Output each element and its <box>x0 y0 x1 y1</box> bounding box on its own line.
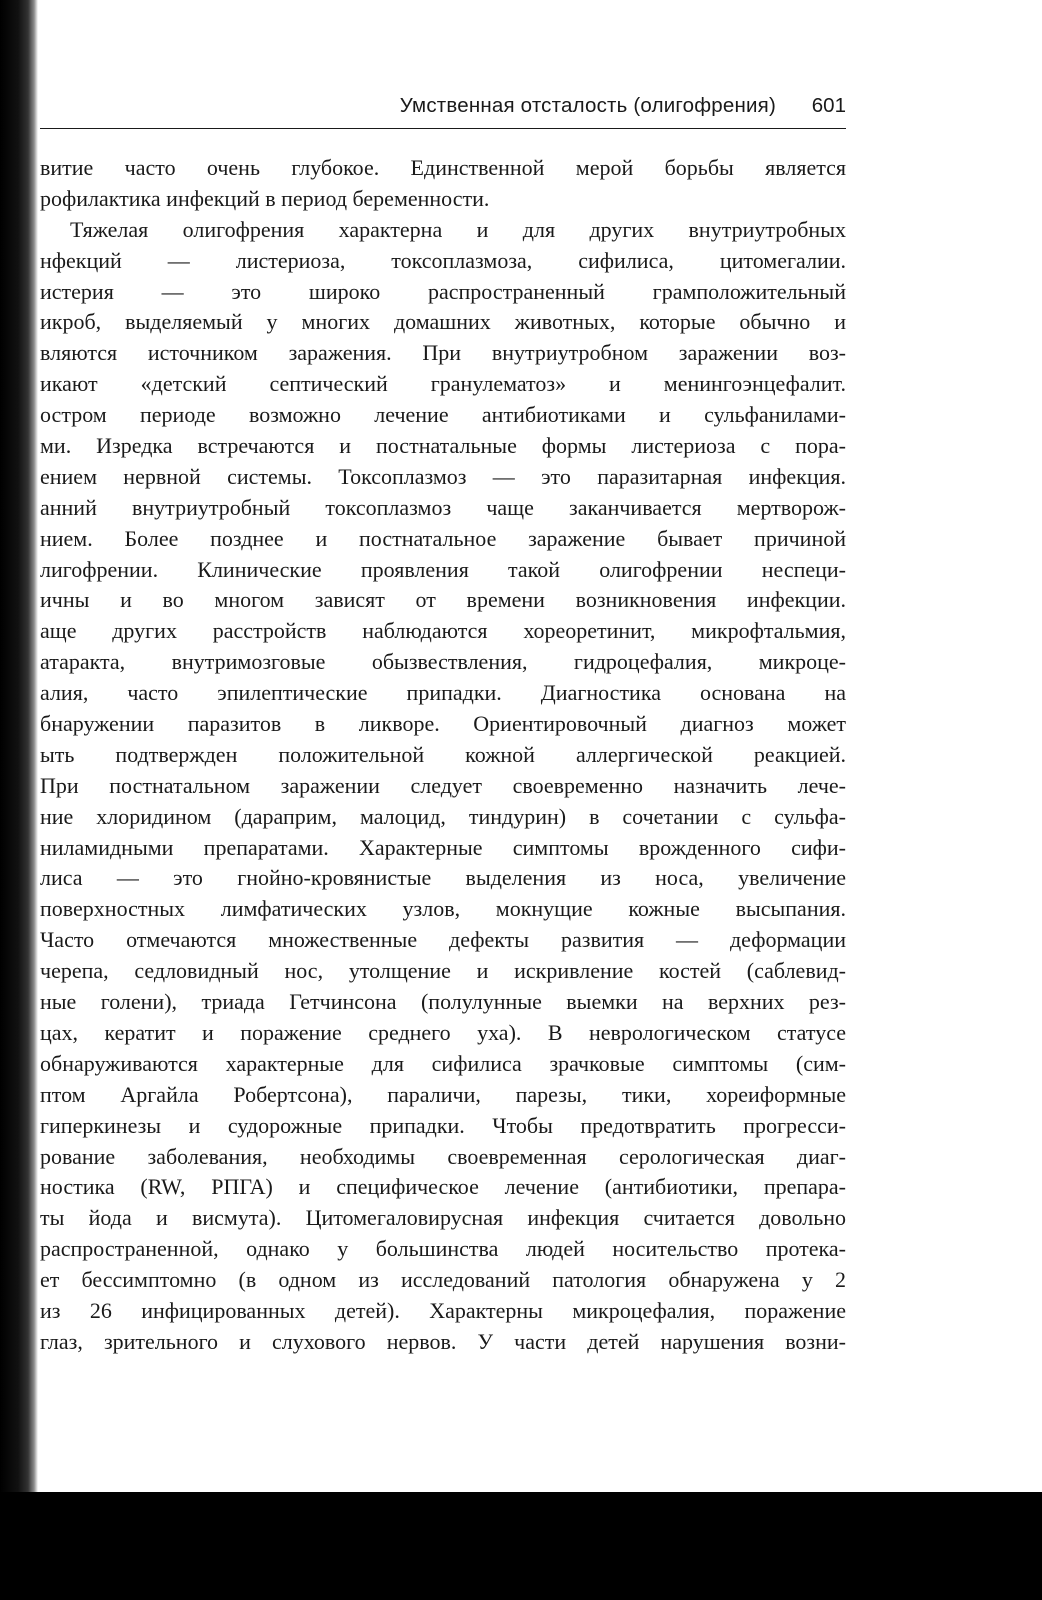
page-header <box>40 92 846 129</box>
text-line: ные голени), триада Гетчинсона (полулунные выемки на верхних рез- <box>40 989 846 1015</box>
text-line: распространенной, однако у большинства людей носительство протека- <box>40 1236 846 1262</box>
text-line: лигофрении. Клинические проявления такой олигофрении неспеци- <box>40 556 846 582</box>
text-line: атаракта, внутримозговые обызвествления, гидроцефалия, микроце- <box>40 649 846 675</box>
text-line: При постнатальном заражении следует своевременно назначить лече- <box>40 772 846 798</box>
text-line: ми. Изредка встречаются и постнатальные формы листериоза с пора- <box>40 433 846 459</box>
scan-binding-shadow <box>0 0 38 1600</box>
text-line: из 26 инфицированных детей). Характерны микроцефалия, поражение <box>40 1297 846 1323</box>
text-line: икроб, выделяемый у многих домашних животных, которые обычно и <box>40 309 846 335</box>
text-line: гиперкинезы и судорожные припадки. Чтобы предотвратить прогресси- <box>40 1112 846 1138</box>
page-number: 601 <box>811 94 846 117</box>
text-line: ет бессимптомно (в одном из исследований патология обнаружена у 2 <box>40 1267 846 1293</box>
text-line: нфекций — листериоза, токсоплазмоза, сифилиса, цитомегалии. <box>40 247 846 273</box>
text-line: обнаруживаются характерные для сифилиса зрачковые симптомы (сим- <box>40 1050 846 1076</box>
text-line: икают «детский септический гранулематоз» и менингоэнцефалит. <box>40 371 846 397</box>
text-line: ние хлоридином (дараприм, малоцид, тиндурин) в сочетании с сульфа- <box>40 803 846 829</box>
text-line: истерия — это широко распространенный грамположительный <box>40 278 846 304</box>
text-line: цах, кератит и поражение среднего уха). В неврологическом статусе <box>40 1019 846 1045</box>
text-line: ичны и во многом зависят от времени возникновения инфекции. <box>40 587 846 613</box>
text-line: витие часто очень глубокое. Единственной мерой борьбы является <box>40 155 846 180</box>
text-line: ением нервной системы. Токсоплазмоз — это паразитарная инфекция. <box>40 463 846 489</box>
text-line: алия, часто эпилептические припадки. Диагностика основана на <box>40 680 846 706</box>
text-line: рование заболевания, необходимы своевременная серологическая диаг- <box>40 1143 846 1169</box>
text-line: бнаружении паразитов в ликворе. Ориентировочный диагноз может <box>40 711 846 737</box>
text-line: анний внутриутробный токсоплазмоз чаще заканчивается мертворож- <box>40 494 846 520</box>
text-line: нием. Более позднее и постнатальное заражение бывает причиной <box>40 525 846 551</box>
text-line: ниламидными препаратами. Характерные симптомы врожденного сифи- <box>40 834 846 860</box>
text-line: лиса — это гнойно-кровянистые выделения из носа, увеличение <box>40 865 846 891</box>
text-line: Тяжелая олигофрения характерна и для других внутриутробных <box>70 216 846 242</box>
text-line: черепа, седловидный нос, утолщение и искривление костей (саблевид- <box>40 958 846 984</box>
text-line: рофилактика инфекций в период беременности. <box>40 185 490 211</box>
text-line: аще других расстройств наблюдаются хореоретинит, микрофтальмия, <box>40 618 846 644</box>
text-line: вляются источником заражения. При внутриутробном заражении воз- <box>40 340 846 366</box>
text-line: ностика (RW, РПГА) и специфическое лечение (антибиотики, препара- <box>40 1174 846 1200</box>
text-line: Часто отмечаются множественные дефекты развития — деформации <box>40 927 846 953</box>
text-line: остром периоде возможно лечение антибиотиками и сульфанилами- <box>40 402 846 428</box>
body-text <box>40 153 846 1358</box>
text-line: глаз, зрительного и слухового нервов. У части детей нарушения возни- <box>40 1328 846 1354</box>
running-head: Умственная отсталость (олигофрения) <box>399 94 776 117</box>
text-line: поверхностных лимфатических узлов, мокнущие кожные высыпания. <box>40 896 846 922</box>
text-line: птом Аргайла Робертсона), параличи, парезы, тики, хореиформные <box>40 1081 846 1107</box>
text-line: ты йода и висмута). Цитомегаловирусная инфекция считается довольно <box>40 1205 846 1231</box>
scan-bottom-shadow <box>0 1492 1042 1600</box>
text-line: ыть подтвержден положительной кожной аллергической реакцией. <box>40 741 846 767</box>
